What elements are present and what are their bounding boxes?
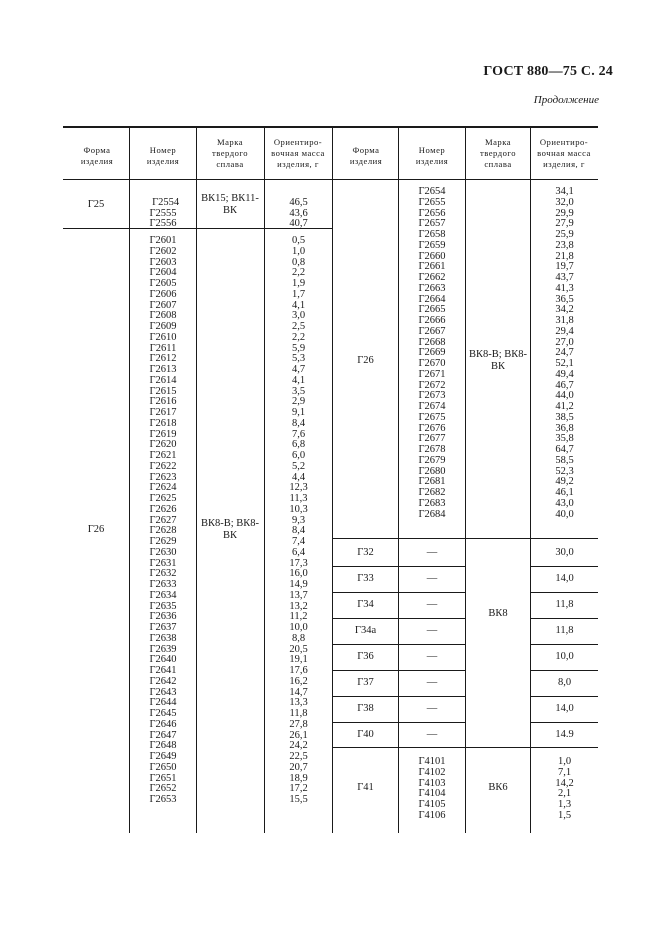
header-bottom-rule <box>63 179 598 180</box>
list-item: Г2636 <box>149 611 177 623</box>
list-item: 20,5 <box>289 643 308 655</box>
list-item: Г2628 <box>149 525 177 537</box>
row-mass: 11,8 <box>555 625 574 636</box>
list-item: 0,8 <box>291 256 306 268</box>
right-mass-rule-3 <box>530 618 598 619</box>
row-number: — <box>426 573 438 584</box>
row-mass: 11,8 <box>555 599 574 610</box>
row-number: — <box>426 651 438 662</box>
list-item: 36,5 <box>555 293 574 305</box>
list-item: Г2616 <box>149 396 177 408</box>
row-form: Г40 <box>357 729 374 740</box>
masses-g25 <box>265 187 332 230</box>
masses-g41 <box>531 757 598 822</box>
list-item: 44,0 <box>555 390 574 402</box>
row-number: — <box>426 547 438 558</box>
list-item: Г2681 <box>418 476 446 488</box>
list-item: 16,2 <box>289 675 308 687</box>
grade-bk8: ВК8 <box>488 608 508 619</box>
list-item: 10,3 <box>289 503 308 515</box>
list-item: Г2604 <box>149 267 177 279</box>
list-item: 23,8 <box>555 239 574 251</box>
right-row-rule-1 <box>333 566 466 567</box>
list-item: Г2663 <box>418 282 446 294</box>
list-item: 1,5 <box>557 809 572 821</box>
numbers-g26-right <box>399 187 465 520</box>
list-item: Г2610 <box>149 331 177 343</box>
list-item: Г2634 <box>149 589 177 601</box>
list-item: Г2684 <box>418 508 446 520</box>
list-item: Г2632 <box>149 568 177 580</box>
form-g26-right: Г26 <box>357 355 374 366</box>
list-item: Г2633 <box>149 579 177 590</box>
list-item: 43,7 <box>555 272 574 283</box>
list-item: Г2631 <box>149 557 177 569</box>
row-form: Г38 <box>357 703 374 714</box>
list-item: Г2608 <box>149 310 177 322</box>
list-item: 8,4 <box>291 525 306 537</box>
list-item: Г2653 <box>149 794 177 805</box>
list-item: Г2661 <box>418 261 446 273</box>
list-item: 13,3 <box>289 697 308 709</box>
list-item: Г2673 <box>418 390 446 402</box>
list-item: Г2682 <box>418 487 446 498</box>
list-item: Г2645 <box>149 708 177 719</box>
list-item: Г2660 <box>418 250 446 262</box>
list-item: 12,3 <box>289 482 308 494</box>
list-item: Г2648 <box>149 740 177 752</box>
list-item: 6,8 <box>291 439 306 451</box>
list-item: 52,1 <box>555 358 574 369</box>
list-item: Г2679 <box>418 454 446 466</box>
list-item: Г2649 <box>149 751 177 762</box>
list-item: Г2676 <box>418 422 446 434</box>
right-row-rule-7 <box>333 722 466 723</box>
continuation-label: Продолжение <box>533 94 599 106</box>
list-item: 13,7 <box>289 589 308 601</box>
list-item: 4,1 <box>291 299 306 311</box>
list-item: 2,2 <box>291 267 306 279</box>
list-item: Г2641 <box>149 665 177 676</box>
list-item: 2,2 <box>291 331 306 343</box>
right-mass-rule-5 <box>530 670 598 671</box>
list-item: Г2617 <box>149 407 177 418</box>
list-item: 58,5 <box>555 454 574 466</box>
list-item: Г2611 <box>149 342 177 354</box>
right-mass-rule-1 <box>530 566 598 567</box>
list-item: 4,4 <box>291 471 306 483</box>
list-item: Г2672 <box>418 379 446 391</box>
masses-g26-left <box>265 236 332 806</box>
list-item: Г2556 <box>149 218 177 230</box>
list-item: 20,7 <box>289 761 308 773</box>
right-row-rule-4 <box>333 644 466 645</box>
list-item: 2,9 <box>291 396 306 408</box>
right-mass-rule-4 <box>530 644 598 645</box>
list-item: 8,4 <box>291 417 306 429</box>
grade-g25: ВК15; ВК11-ВК <box>201 193 259 216</box>
header-mass-right: Ориентиро-вочная масса изделия, г <box>537 137 591 169</box>
list-item: 9,1 <box>291 407 306 418</box>
list-item: Г2607 <box>149 299 177 311</box>
masses-g26-right <box>531 187 598 520</box>
list-item: Г2652 <box>149 783 177 795</box>
list-item: 43,6 <box>289 207 308 219</box>
list-item: 14,2 <box>555 777 574 789</box>
list-item: 6,4 <box>291 546 306 558</box>
list-item: 26,1 <box>289 729 308 741</box>
list-item: 11,2 <box>289 611 308 623</box>
list-item: Г2601 <box>149 235 177 246</box>
list-item: 5,3 <box>291 353 306 365</box>
list-item: Г2609 <box>149 321 177 332</box>
list-item: 64,7 <box>555 444 574 455</box>
list-item: 25,9 <box>555 229 574 240</box>
list-item: 14,7 <box>289 686 308 698</box>
list-item: 3,5 <box>291 385 306 397</box>
list-item: Г4106 <box>418 809 446 821</box>
row-mass: 10,0 <box>555 651 574 662</box>
list-item: Г2668 <box>418 336 446 348</box>
numbers-g26-left <box>130 236 196 806</box>
list-item: 29,9 <box>555 207 574 219</box>
list-item: Г2613 <box>149 364 177 375</box>
list-item: 15,5 <box>289 794 308 805</box>
right-row-rule-3 <box>333 618 466 619</box>
list-item: 9,3 <box>291 514 306 526</box>
list-item: 6,0 <box>291 450 306 461</box>
list-item: 24,7 <box>555 347 574 359</box>
list-item: Г4104 <box>418 788 446 800</box>
header-number-right: Номер изделия <box>415 145 449 166</box>
list-item: 19,7 <box>555 261 574 273</box>
list-item: 7,1 <box>557 766 572 778</box>
row-form: Г36 <box>357 651 374 662</box>
list-item: Г2655 <box>418 196 446 208</box>
list-item: Г2644 <box>149 697 177 709</box>
list-item: Г2643 <box>149 686 177 698</box>
row-mass: 14.9 <box>555 729 574 740</box>
list-item: Г2637 <box>149 622 177 633</box>
list-item: 49,4 <box>555 368 574 380</box>
grade-g26-right: ВК8-В; ВК8-ВК <box>468 349 528 372</box>
grade-g26-left: ВК8-В; ВК8-ВК <box>200 518 260 541</box>
list-item: Г2646 <box>149 718 177 730</box>
right-mass-rule-2 <box>530 592 598 593</box>
list-item: Г2651 <box>149 772 177 784</box>
list-item: Г2624 <box>149 482 177 494</box>
list-item: 4,1 <box>291 374 306 386</box>
list-item: Г2614 <box>149 374 177 386</box>
list-item: 11,8 <box>289 708 308 719</box>
right-mass-rule-7 <box>530 722 598 723</box>
row-number: — <box>426 599 438 610</box>
list-item: Г2602 <box>149 245 177 257</box>
list-item: 27,9 <box>555 218 574 230</box>
list-item: 35,8 <box>555 433 574 445</box>
right-row-rule-5 <box>333 670 466 671</box>
list-item: Г2606 <box>149 288 177 300</box>
list-item: 40,0 <box>555 508 574 520</box>
list-item: Г2620 <box>149 439 177 451</box>
row-mass: 8,0 <box>557 677 572 688</box>
list-item: 8,8 <box>291 632 306 644</box>
list-item: Г2612 <box>149 353 177 365</box>
list-item: 19,1 <box>289 654 308 666</box>
list-item: Г2626 <box>149 503 177 515</box>
list-item: 14,9 <box>289 579 308 590</box>
list-item: Г2665 <box>418 304 446 316</box>
list-item: Г2627 <box>149 514 177 526</box>
list-item: 1,3 <box>557 799 572 810</box>
list-item: 41,3 <box>555 282 574 294</box>
list-item: Г4101 <box>418 756 446 767</box>
list-item: 17,6 <box>289 665 308 676</box>
list-item: 1,9 <box>291 278 306 289</box>
list-item: Г2638 <box>149 632 177 644</box>
list-item: Г2629 <box>149 536 177 547</box>
list-item: Г2639 <box>149 643 177 655</box>
list-item: 27,0 <box>555 336 574 348</box>
header-form-right: Форма изделия <box>349 145 383 166</box>
list-item: Г2683 <box>418 497 446 509</box>
row-number: — <box>426 625 438 636</box>
list-item: Г2554 <box>152 196 180 208</box>
list-item: Г2654 <box>418 186 446 197</box>
list-item: 22,5 <box>289 751 308 762</box>
header-grade-right: Марка твердого сплава <box>479 137 517 169</box>
list-item: 46,7 <box>555 379 574 391</box>
list-item: 1,0 <box>557 756 572 767</box>
header-grade: Марка твердого сплава <box>211 137 249 169</box>
list-item: Г2669 <box>418 347 446 359</box>
list-item: Г2659 <box>418 239 446 251</box>
list-item: Г2647 <box>149 729 177 741</box>
page-header: ГОСТ 880—75 С. 24 <box>483 64 613 79</box>
list-item: Г2605 <box>149 278 177 289</box>
header-mass: Ориентиро-вочная масса изделия, г <box>271 137 325 169</box>
row-mass: 14,0 <box>555 703 574 714</box>
list-item: Г2623 <box>149 471 177 483</box>
row-form: Г37 <box>357 677 374 688</box>
list-item: 32,0 <box>555 196 574 208</box>
list-item: 21,8 <box>555 250 574 262</box>
list-item: Г2664 <box>418 293 446 305</box>
list-item: Г2621 <box>149 450 177 461</box>
list-item: 1,7 <box>291 288 306 300</box>
table-top-rule <box>63 126 598 128</box>
list-item: 31,8 <box>555 315 574 326</box>
row-number: — <box>426 677 438 688</box>
list-item: Г2667 <box>418 325 446 337</box>
form-g26-left: Г26 <box>87 524 105 535</box>
grade-g41: ВК6 <box>488 782 508 793</box>
list-item: Г2656 <box>418 207 446 219</box>
list-item: 4,7 <box>291 364 306 375</box>
list-item: 7,6 <box>291 428 306 440</box>
list-item: Г2618 <box>149 417 177 429</box>
list-item: 2,5 <box>291 321 306 332</box>
row-mass: 30,0 <box>555 547 574 558</box>
list-item: 10,0 <box>289 622 308 633</box>
list-item: Г4102 <box>418 766 446 778</box>
list-item: 41,2 <box>555 401 574 412</box>
list-item: 17,3 <box>289 557 308 569</box>
header-number: Номер изделия <box>146 145 180 166</box>
list-item: 29,4 <box>555 325 574 337</box>
list-item: 5,2 <box>291 460 306 472</box>
list-item: 18,9 <box>289 772 308 784</box>
list-item: 43,0 <box>555 497 574 509</box>
list-item: Г2625 <box>149 493 177 504</box>
list-item: 24,2 <box>289 740 308 752</box>
list-item: Г2603 <box>149 256 177 268</box>
list-item: Г2555 <box>149 207 177 219</box>
list-item: Г2657 <box>418 218 446 230</box>
list-item: 2,1 <box>557 788 572 800</box>
list-item: Г2622 <box>149 460 177 472</box>
list-item: Г2671 <box>418 368 446 380</box>
list-item: Г2635 <box>149 600 177 612</box>
list-item: Г2678 <box>418 444 446 455</box>
row-form: Г32 <box>357 547 374 558</box>
list-item: 34,2 <box>555 304 574 316</box>
list-item: 36,8 <box>555 422 574 434</box>
row-form: Г34а <box>354 625 377 636</box>
list-item: 16,0 <box>289 568 308 580</box>
list-item: Г2675 <box>418 411 446 423</box>
list-item: Г2666 <box>418 315 446 326</box>
list-item: Г4105 <box>418 799 446 810</box>
list-item: Г2670 <box>418 358 446 369</box>
list-item: Г2642 <box>149 675 177 687</box>
list-item: 34,1 <box>555 186 574 197</box>
list-item: 1,0 <box>291 245 306 257</box>
row-form: Г34 <box>357 599 374 610</box>
right-row-rule-2 <box>333 592 466 593</box>
row-form: Г33 <box>357 573 374 584</box>
right-mass-rule-6 <box>530 696 598 697</box>
list-item: 13,2 <box>289 600 308 612</box>
list-item: Г2640 <box>149 654 177 666</box>
list-item: 49,2 <box>555 476 574 488</box>
row-number: — <box>426 703 438 714</box>
list-item: Г2658 <box>418 229 446 240</box>
list-item: Г2662 <box>418 272 446 283</box>
list-item: 17,2 <box>289 783 308 795</box>
list-item: 38,5 <box>555 411 574 423</box>
col-divider-2 <box>196 127 197 833</box>
form-g41: Г41 <box>357 782 374 793</box>
list-item: Г2615 <box>149 385 177 397</box>
row-mass: 14,0 <box>555 573 574 584</box>
list-item: Г2630 <box>149 546 177 558</box>
list-item: 52,3 <box>555 465 574 477</box>
list-item: Г2619 <box>149 428 177 440</box>
center-divider <box>332 127 333 833</box>
list-item: Г2680 <box>418 465 446 477</box>
list-item: 3,0 <box>291 310 306 322</box>
header-form: Форма изделия <box>80 145 114 166</box>
list-item: 46,5 <box>289 196 308 208</box>
list-item: 46,1 <box>555 487 574 498</box>
form-g25: Г25 <box>87 199 105 210</box>
list-item: Г2677 <box>418 433 446 445</box>
list-item: 5,9 <box>291 342 306 354</box>
list-item: Г4103 <box>418 777 446 789</box>
list-item: 27,8 <box>289 718 308 730</box>
numbers-g25 <box>130 187 196 230</box>
list-item: Г2674 <box>418 401 446 412</box>
list-item: 11,3 <box>289 493 308 504</box>
right-row-rule-6 <box>333 696 466 697</box>
col-divider-6 <box>465 127 466 833</box>
list-item: 40,7 <box>289 218 308 230</box>
list-item: 0,5 <box>291 235 306 246</box>
numbers-g41 <box>399 757 465 822</box>
list-item: 7,4 <box>291 536 306 547</box>
list-item: Г2650 <box>149 761 177 773</box>
row-number: — <box>426 729 438 740</box>
